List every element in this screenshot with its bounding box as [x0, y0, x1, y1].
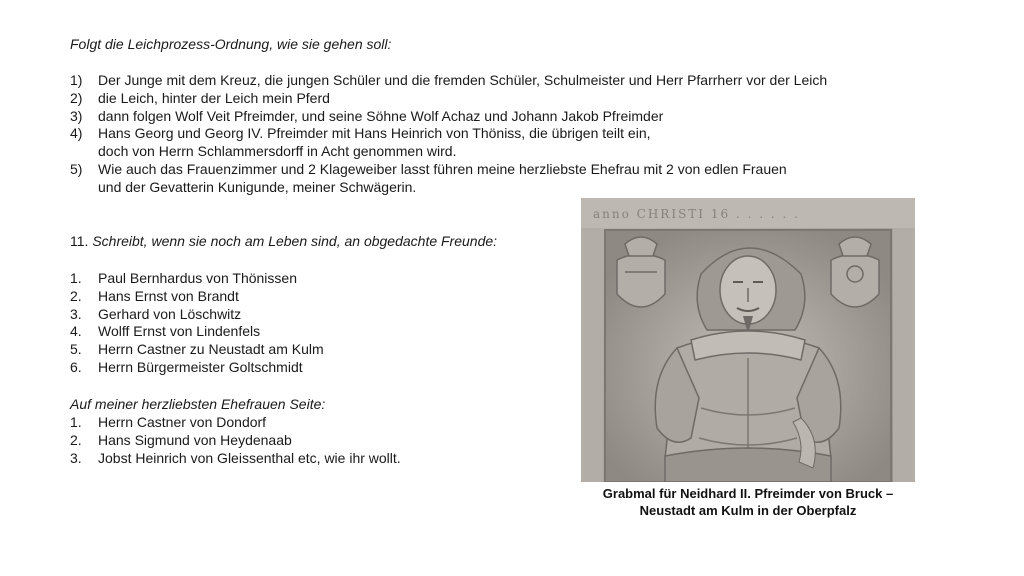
procession-item-number: 1)	[70, 72, 83, 88]
friend-item-text: Hans Ernst von Brandt	[98, 287, 239, 304]
friend-item-text: Wolff Ernst von Lindenfels	[98, 323, 261, 340]
friend-item	[70, 306, 550, 324]
wife-side-item-number: 2.	[70, 431, 82, 448]
wife-side-item-text: Herrn Castner von Dondorf	[98, 414, 267, 430]
tombstone-relief-image	[581, 198, 915, 482]
wife-side-item-text: Hans Sigmund von Heydenaab	[98, 431, 292, 448]
friend-item-number: 1.	[70, 270, 82, 286]
procession-item-text: Wie auch das Frauenzimmer und 2 Klageweiber lasst führen meine herzliebste Ehefrau mit 2 von edlen Frauen	[98, 160, 787, 177]
procession-item-number: 3)	[70, 107, 83, 124]
procession-item	[70, 72, 890, 90]
section-11-text: Schreibt, wenn sie noch am Leben sind, an obgedachte Freunde:	[92, 233, 498, 249]
friend-item	[70, 270, 550, 288]
wife-side-item-number: 1.	[70, 414, 82, 430]
section-11-number: 11.	[70, 233, 89, 249]
friend-item-number: 6.	[70, 358, 82, 375]
procession-item-number: 5)	[70, 160, 83, 177]
friend-item-number: 5.	[70, 341, 82, 358]
friend-item	[70, 359, 550, 377]
friend-item-number: 2.	[70, 287, 82, 304]
procession-item-number: 4)	[70, 125, 83, 142]
friends-list	[70, 270, 550, 377]
caption-line-2: Neustadt am Kulm in der Oberpfalz	[639, 503, 857, 518]
wife-side-item	[70, 450, 550, 468]
procession-item-text: Der Junge mit dem Kreuz, die jungen Schüler und die fremden Schüler, Schulmeister und Herr Pfarrherr vor der Leich	[98, 72, 828, 88]
procession-item-text: dann folgen Wolf Veit Pfreimder, und seine Söhne Wolf Achaz und Johann Jakob Pfreimder	[98, 107, 664, 124]
friend-item-number: 4.	[70, 323, 82, 340]
photo-caption	[560, 485, 936, 519]
friend-item-text: Gerhard von Löschwitz	[98, 305, 242, 322]
friend-item	[70, 341, 550, 359]
procession-item-text: die Leich, hinter der Leich mein Pferd	[98, 89, 330, 106]
procession-item	[70, 125, 890, 161]
friend-item-text: Paul Bernhardus von Thönissen	[98, 270, 297, 286]
procession-item-text: Hans Georg und Georg IV. Pfreimder mit Hans Heinrich von Thöniss, die übrigen teilt ein,	[98, 125, 651, 142]
procession-item	[70, 90, 890, 108]
procession-heading: Folgt die Leichprozess-Ordnung, wie sie gehen soll:	[70, 36, 392, 52]
friend-item-number: 3.	[70, 305, 82, 322]
friend-item	[70, 288, 550, 306]
procession-item	[70, 108, 890, 126]
caption-line-1: Grabmal für Neidhard II. Pfreimder von Bruck –	[602, 486, 894, 501]
wife-side-item-number: 3.	[70, 449, 82, 466]
wife-side-item-text: Jobst Heinrich von Gleissenthal etc, wie ihr wollt.	[98, 449, 401, 466]
wife-side-item	[70, 432, 550, 450]
friend-item	[70, 323, 550, 341]
friend-item-text: Herrn Bürgermeister Goltschmidt	[98, 358, 303, 375]
procession-item-continuation: doch von Herrn Schlammersdorff in Acht genommen wird.	[98, 143, 457, 160]
procession-item	[70, 161, 890, 197]
friend-item-text: Herrn Castner zu Neustadt am Kulm	[98, 341, 324, 358]
tombstone-photo	[581, 198, 915, 482]
wife-side-list	[70, 414, 550, 467]
procession-list	[70, 72, 890, 197]
procession-item-continuation: und der Gevatterin Kunigunde, meiner Schwägerin.	[98, 178, 417, 195]
wife-side-heading: Auf meiner herzliebsten Ehefrauen Seite:	[70, 396, 326, 412]
procession-item-number: 2)	[70, 89, 83, 106]
wife-side-item	[70, 414, 550, 432]
svg-text:anno CHRISTI 16 . . . . . .: anno CHRISTI 16 . . . . . .	[593, 207, 800, 221]
section-11-heading	[70, 233, 497, 251]
